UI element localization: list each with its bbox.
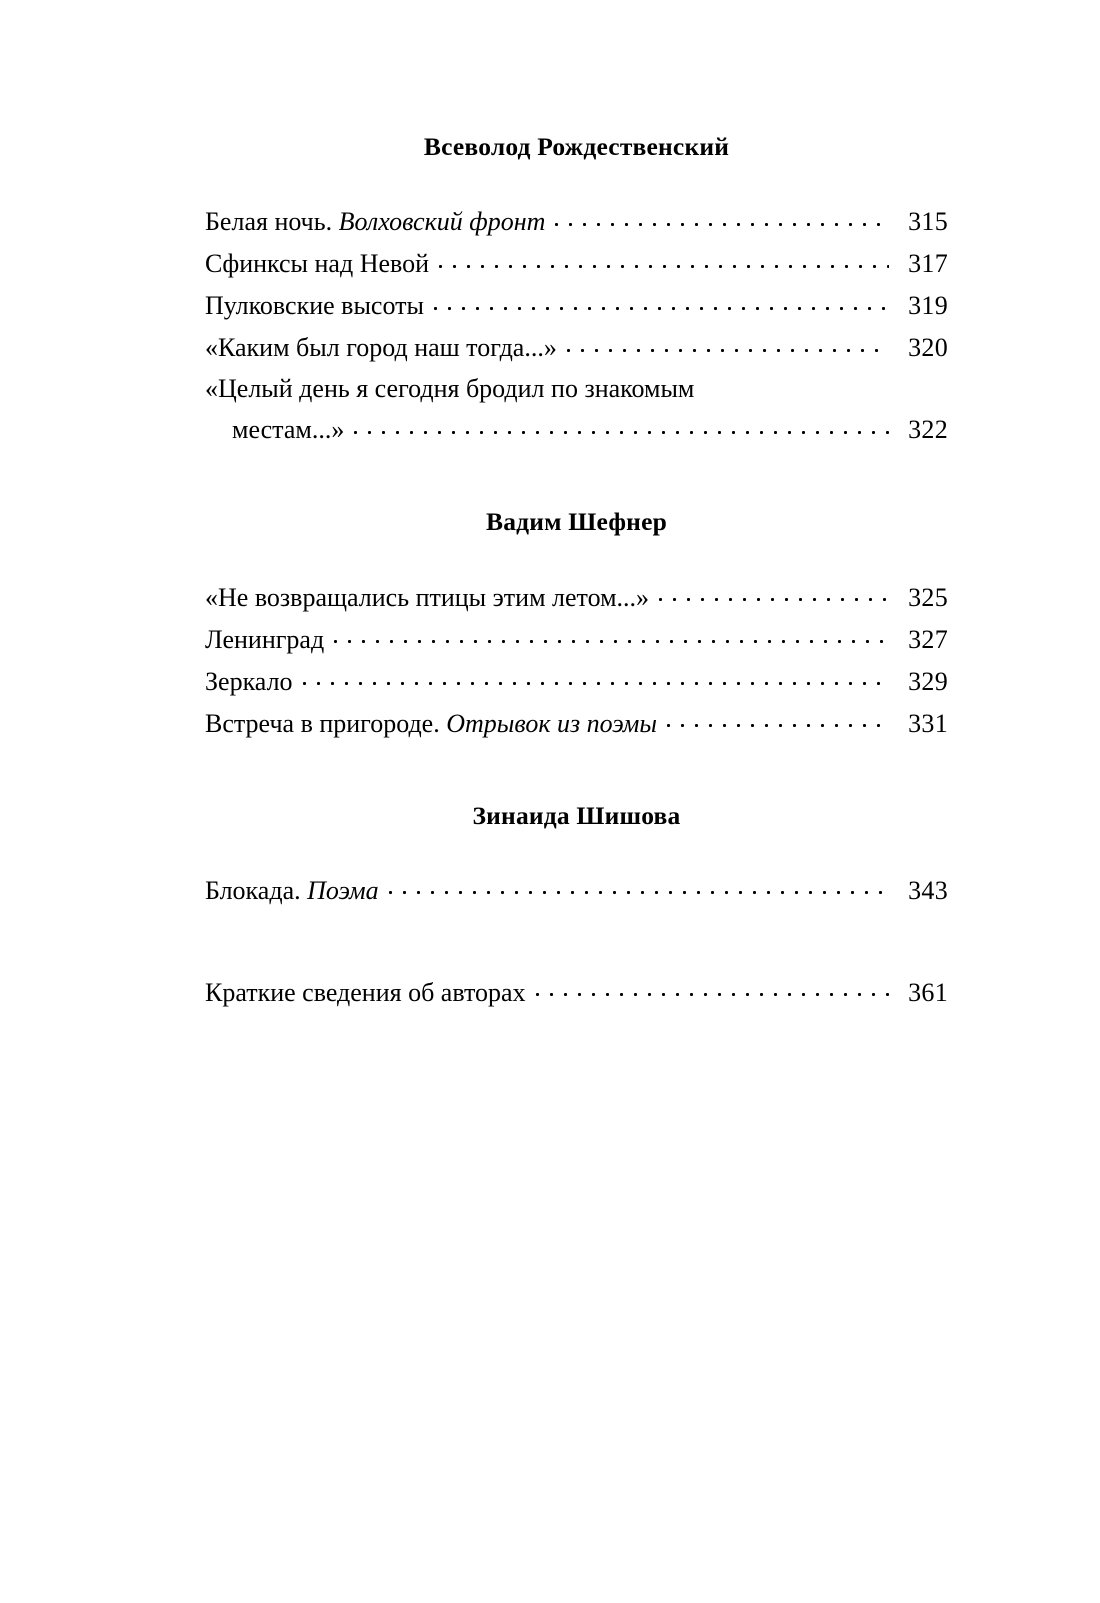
toc-entry-title-text: местам...» <box>232 415 345 445</box>
toc-entry[interactable] <box>205 201 948 243</box>
dot-leader <box>434 288 889 314</box>
toc-entry[interactable] <box>205 327 948 369</box>
toc-entry-line <box>205 201 948 243</box>
toc-page-number: 325 <box>908 582 948 612</box>
toc-page-number: 322 <box>908 415 948 445</box>
toc-entry-line <box>205 369 948 409</box>
toc-entry[interactable] <box>205 577 948 619</box>
toc-entry-title <box>205 409 344 451</box>
dot-leader <box>659 580 889 606</box>
toc-entry-subtitle: Волховский фронт <box>338 207 546 237</box>
toc-entry-subtitle: Поэма <box>307 875 379 905</box>
dot-leader <box>536 975 889 1001</box>
toc-entry-title <box>205 703 657 745</box>
toc-page-number: 361 <box>908 977 948 1007</box>
toc-entry-line <box>205 409 948 451</box>
toc-entry-title-text: Блокада. <box>205 875 308 905</box>
toc-entry-title-text: Сфинксы над Невой <box>205 249 430 279</box>
toc-page-number: 317 <box>908 249 948 279</box>
toc-entry-title-text: Пулковские высоты <box>205 291 424 321</box>
toc-page-number: 343 <box>908 875 948 905</box>
toc-entry-list <box>205 870 948 1014</box>
toc-section <box>205 801 948 1014</box>
toc-entry-title-text: «Каким был город наш тогда...» <box>205 333 557 363</box>
toc-page-number: 320 <box>908 333 948 363</box>
toc-entry-title-text: Краткие сведения об авторах <box>205 977 526 1007</box>
toc-entry-title <box>205 327 557 369</box>
toc-entry-line <box>205 327 948 369</box>
toc-entry-title-text: Белая ночь. <box>205 207 339 237</box>
toc-entry-title-text: Ленинград <box>205 624 325 654</box>
toc-page-number: 319 <box>908 291 948 321</box>
toc-entry-line <box>205 619 948 661</box>
toc-entry-title <box>205 661 293 703</box>
toc-section <box>205 507 948 744</box>
toc-entry-title <box>205 619 324 661</box>
toc-entry-title-text: «Целый день я сегодня бродил по знакомым <box>205 374 695 404</box>
toc-entry-title <box>205 870 379 912</box>
toc-entry-line <box>205 577 948 619</box>
dot-leader <box>567 330 889 356</box>
toc-entry[interactable] <box>205 369 948 451</box>
toc-entry-line <box>205 870 948 912</box>
toc-entry-title <box>205 285 424 327</box>
toc-entry-line <box>205 285 948 327</box>
dot-leader <box>354 412 889 438</box>
toc-page-number: 331 <box>908 708 948 738</box>
toc-entry-title <box>205 369 694 409</box>
toc-entry-line <box>205 243 948 285</box>
toc-entry-subtitle: Отрывок из поэмы <box>446 708 657 738</box>
toc-entry-title <box>205 201 545 243</box>
toc-entry-title <box>205 577 649 619</box>
toc-entry[interactable] <box>205 703 948 745</box>
toc-page-number: 329 <box>908 666 948 696</box>
dot-leader <box>667 706 889 732</box>
toc-entry[interactable] <box>205 870 948 912</box>
dot-leader <box>439 246 889 272</box>
toc-entry[interactable] <box>205 619 948 661</box>
section-heading: Всеволод Рождественский <box>423 132 730 161</box>
toc-entry-list <box>205 201 948 451</box>
toc-entry-title <box>205 243 429 285</box>
toc-entry-line <box>205 972 948 1014</box>
toc-entry-title-text: Зеркало <box>205 666 293 696</box>
toc-page-number: 315 <box>908 207 948 237</box>
dot-leader <box>334 622 889 648</box>
toc-section <box>205 132 948 451</box>
section-heading: Вадим Шефнер <box>486 507 667 537</box>
toc-entry-title <box>205 972 526 1014</box>
toc-entry-line <box>205 703 948 745</box>
toc-entry-list <box>205 577 948 745</box>
toc-page-number: 327 <box>908 624 948 654</box>
dot-leader <box>555 204 889 230</box>
table-of-contents <box>205 132 948 1014</box>
toc-entry-title-text: Встреча в пригороде. <box>205 708 447 738</box>
toc-entry[interactable] <box>205 661 948 703</box>
toc-entry-line <box>205 661 948 703</box>
toc-entry[interactable] <box>205 972 948 1014</box>
toc-entry[interactable] <box>205 285 948 327</box>
dot-leader <box>389 873 889 899</box>
toc-entry-title-text: «Не возвращались птицы этим летом...» <box>205 582 650 612</box>
dot-leader <box>303 664 889 690</box>
toc-entry[interactable] <box>205 243 948 285</box>
section-heading: Зинаида Шишова <box>472 800 681 830</box>
